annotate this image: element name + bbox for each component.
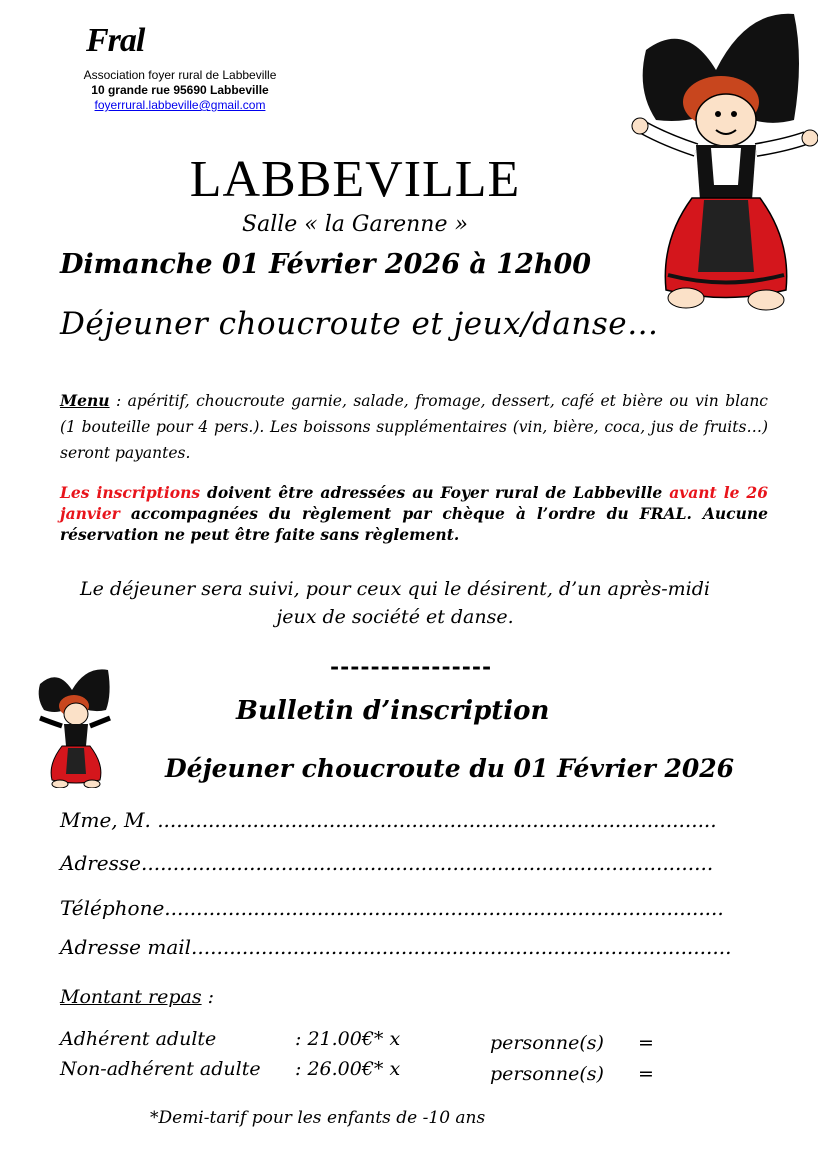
association-address: 10 grande rue 95690 Labbeville bbox=[91, 83, 269, 97]
afternoon-line-2: jeux de société et danse. bbox=[276, 606, 514, 628]
association-name: Association foyer rural de Labbeville bbox=[83, 68, 277, 82]
non-adherent-price: : 26.00€* x bbox=[295, 1058, 401, 1080]
town-title: LABBEVILLE bbox=[189, 151, 521, 208]
address-field[interactable]: Adresse.......................................................................................... bbox=[60, 851, 714, 875]
non-adherent-persons[interactable]: personne(s) bbox=[490, 1063, 604, 1085]
venue: Salle « la Garenne » bbox=[242, 212, 468, 237]
montant-colon: : bbox=[201, 986, 215, 1008]
inscriptions-text: doivent être adressées au Foyer rural de Labbeville bbox=[200, 483, 670, 502]
fral-logo: Fral bbox=[86, 22, 145, 59]
non-adherent-label: Non-adhérent adulte bbox=[60, 1058, 261, 1080]
email-field[interactable]: Adresse mail..................................................................................... bbox=[60, 935, 732, 959]
form-subtitle: Déjeuner choucroute du 01 Février 2026 bbox=[165, 754, 735, 783]
event-title: Déjeuner choucroute et jeux/danse… bbox=[60, 306, 659, 342]
adherent-equals: = bbox=[638, 1032, 654, 1054]
event-date: Dimanche 01 Février 2026 à 12h00 bbox=[60, 249, 592, 280]
small-alsatian-girl-illustration bbox=[34, 666, 114, 788]
montant-heading bbox=[60, 986, 214, 1008]
separator: ---------------- bbox=[330, 654, 493, 680]
montant-label: Montant repas bbox=[60, 986, 202, 1008]
alsatian-girl-illustration bbox=[626, 10, 818, 315]
name-field[interactable]: Mme, M. ........................................................................................ bbox=[60, 808, 717, 832]
afternoon-line-1: Le déjeuner sera suivi, pour ceux qui le désirent, d’un après-midi bbox=[80, 578, 710, 600]
association-email-link[interactable]: foyerrural.labbeville@gmail.com bbox=[94, 98, 266, 112]
deadline-highlight: avant le 26 janvier bbox=[60, 483, 768, 523]
adherent-price: : 21.00€* x bbox=[295, 1028, 401, 1050]
adherent-persons[interactable]: personne(s) bbox=[490, 1032, 604, 1054]
menu-label: Menu bbox=[60, 391, 110, 410]
menu-paragraph bbox=[60, 388, 768, 466]
menu-text: : apéritif, choucroute garnie, salade, fromage, dessert, café et bière ou vin blanc (1 bouteille pour 4 pers.). Les boissons supplémentaires (vin, bière, coca, jus de fruits…) seront payantes. bbox=[60, 392, 768, 462]
phone-field[interactable]: Téléphone........................................................................................ bbox=[60, 896, 724, 920]
inscriptions-paragraph bbox=[60, 482, 768, 545]
afternoon-activities bbox=[60, 575, 730, 631]
inscriptions-conditions: accompagnées du règlement par chèque à l’ordre du FRAL. Aucune réservation ne peut être faite sans règlement. bbox=[60, 504, 768, 544]
form-title: Bulletin d’inscription bbox=[236, 696, 550, 726]
non-adherent-equals: = bbox=[638, 1063, 654, 1085]
inscriptions-highlight: Les inscriptions bbox=[60, 483, 201, 502]
children-note: *Demi-tarif pour les enfants de -10 ans bbox=[150, 1108, 486, 1128]
association-info bbox=[60, 68, 300, 113]
adherent-label: Adhérent adulte bbox=[60, 1028, 217, 1050]
